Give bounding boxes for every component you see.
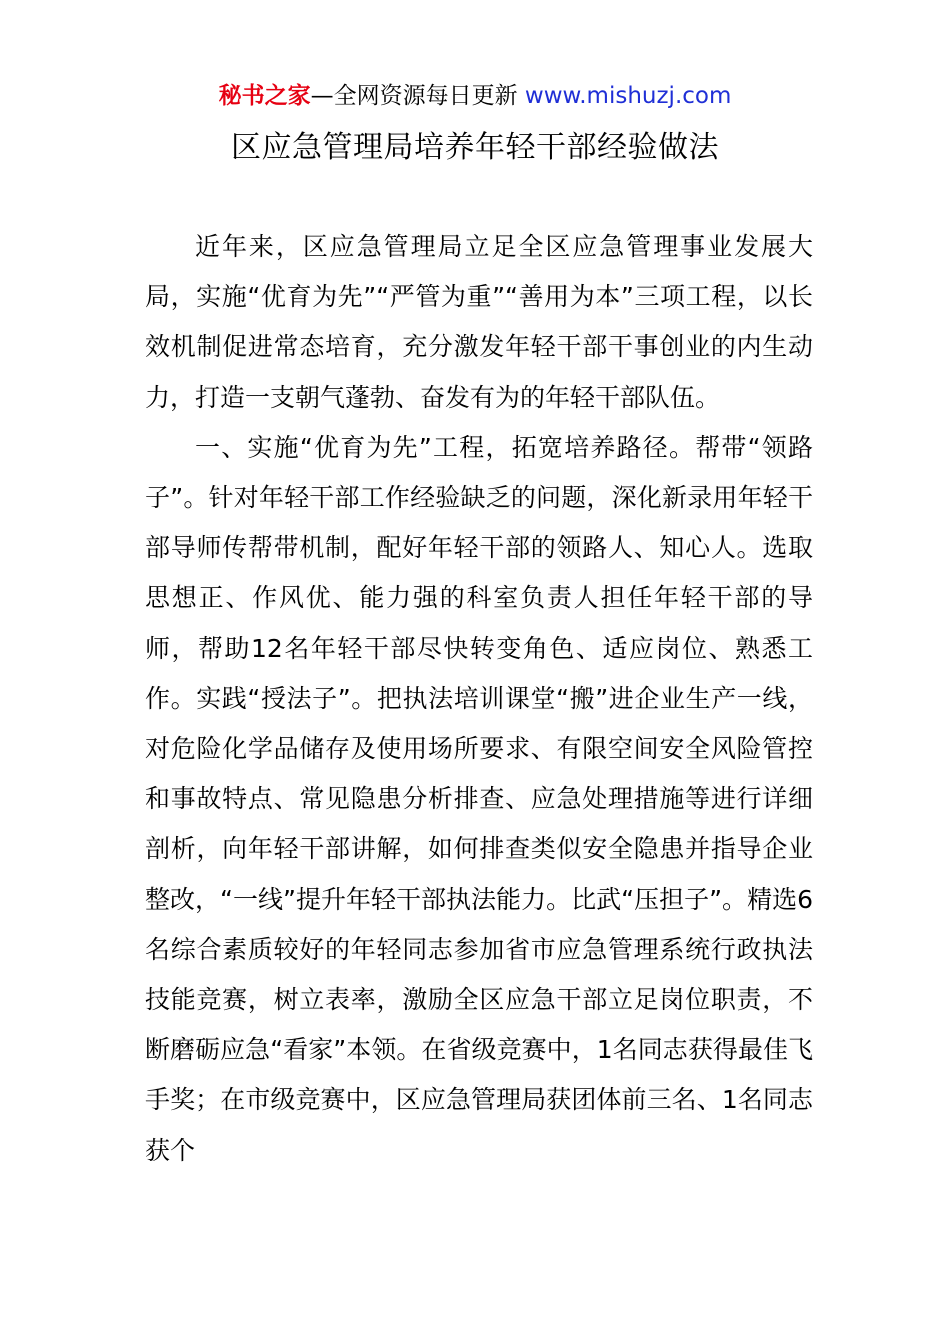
- site-brand: 秘书之家: [218, 83, 311, 109]
- paragraph-intro: 近年来，区应急管理局立足全区应急管理事业发展大局，实施“优育为先”“严管为重”“善用为本”三项工程，以长效机制促进常态培育，充分激发年轻干部干事创业的内生动力，打造一支朝气蓬勃、奋发有为的年轻干部队伍。: [145, 232, 813, 412]
- paragraph-section-one: 一、实施“优育为先”工程，拓宽培养路径。帮带“领路子”。针对年轻干部工作经验缺乏的问题，深化新录用年轻干部导师传帮带机制，配好年轻干部的领路人、知心人。选取思想正、作风优、能力强的科室负责人担任年轻干部的导师，帮助12名年轻干部尽快转变角色、适应岗位、熟悉工作。实践“授法子”。把执法培训课堂“搬”进企业生产一线，对危险化学品储存及使用场所要求、有限空间安全风险管控和事故特点、常见隐患分析排查、应急处理措施等进行详细剖析，向年轻干部讲解，如何排查类似安全隐患并指导企业整改，“一线”提升年轻干部执法能力。比武“压担子”。精选6名综合素质较好的年轻同志参加省市应急管理系统行政执法技能竞赛，树立表率，激励全区应急干部立足岗位职责，不断磨砺应急“看家”本领。在省级竞赛中，1名同志获得最佳飞手奖；在市级竞赛中，区应急管理局获团体前三名、1名同志获个: [145, 432, 813, 1165]
- site-header: [0, 80, 950, 112]
- document-title: 区应急管理局培养年轻干部经验做法: [231, 130, 719, 165]
- document-body: [145, 222, 813, 1176]
- site-url[interactable]: www.mishuzj.com: [524, 83, 732, 109]
- site-tagline: —全网资源每日更新: [310, 83, 525, 109]
